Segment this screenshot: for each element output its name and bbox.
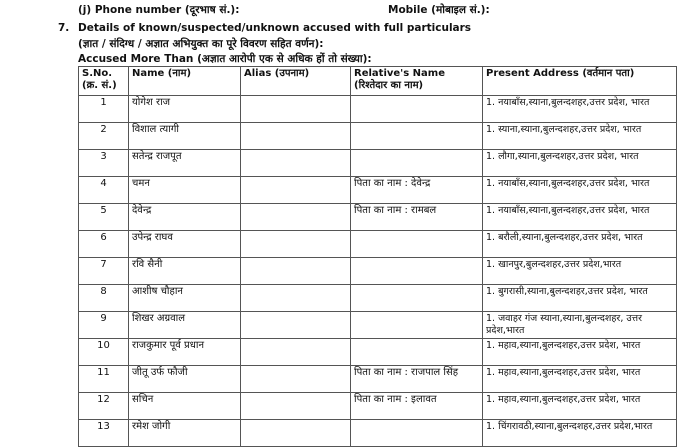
alias-cell — [241, 123, 351, 150]
relative-name-cell: पिता का नाम : इलावत — [351, 393, 483, 420]
table-row — [79, 393, 677, 420]
name-cell: उपेन्द्र राघव — [129, 231, 241, 258]
sno-cell: 4 — [79, 177, 129, 204]
table-row — [79, 150, 677, 177]
name-cell: विशाल त्यागी — [129, 123, 241, 150]
address-cell: 1. बुगरासी,स्याना,बुलन्दशहर,उत्तर प्रदेश, भारत — [483, 285, 677, 312]
sno-cell: 3 — [79, 150, 129, 177]
name-cell: शिखर अग्रवाल — [129, 312, 241, 339]
section-title: Details of known/suspected/unknown accused with full particulars — [78, 22, 472, 34]
alias-cell — [241, 177, 351, 204]
sno-cell: 11 — [79, 366, 129, 393]
relative-name-cell — [351, 150, 483, 177]
sno-cell: 7 — [79, 258, 129, 285]
section-number: 7. — [58, 22, 70, 34]
column-header-sno: S.No.(क्र. सं.) — [79, 67, 129, 96]
table-row — [79, 258, 677, 285]
address-cell: 1. नयाबाँस,स्याना,बुलन्दशहर,उत्तर प्रदेश, भारत — [483, 204, 677, 231]
address-cell: 1. नयाबाँस,स्याना,बुलन्दशहर,उत्तर प्रदेश, भारत — [483, 177, 677, 204]
table-row — [79, 96, 677, 123]
sno-cell: 10 — [79, 339, 129, 366]
address-cell: 1. स्याना,स्याना,बुलन्दशहर,उत्तर प्रदेश, भारत — [483, 123, 677, 150]
sno-cell: 9 — [79, 312, 129, 339]
address-cell: 1. लौगा,स्याना,बुलन्दशहर,उत्तर प्रदेश, भारत — [483, 150, 677, 177]
table-row — [79, 204, 677, 231]
column-header-relative: Relative's Name (रिश्तेदार का नाम) — [351, 67, 483, 96]
relative-name-cell: पिता का नाम : राजपाल सिंह — [351, 366, 483, 393]
sno-cell: 12 — [79, 393, 129, 420]
sno-cell: 2 — [79, 123, 129, 150]
accused-more-than-label: Accused More Than (अज्ञात आरोपी एक से अधिक हों तो संख्या): — [78, 53, 372, 65]
name-cell: चमन — [129, 177, 241, 204]
alias-cell — [241, 204, 351, 231]
alias-cell — [241, 231, 351, 258]
name-cell: देवेन्द्र — [129, 204, 241, 231]
table-row — [79, 123, 677, 150]
table-header-row — [79, 67, 677, 96]
table-row — [79, 177, 677, 204]
column-header-name: Name (नाम) — [129, 67, 241, 96]
name-cell: सचिन — [129, 393, 241, 420]
address-cell: 1. बरौली,स्याना,बुलन्दशहर,उत्तर प्रदेश, भारत — [483, 231, 677, 258]
relative-name-cell — [351, 420, 483, 447]
relative-name-cell — [351, 312, 483, 339]
relative-name-cell: पिता का नाम : रामबल — [351, 204, 483, 231]
table-row — [79, 231, 677, 258]
table-row — [79, 285, 677, 312]
name-cell: रमेश जोगी — [129, 420, 241, 447]
alias-cell — [241, 312, 351, 339]
alias-cell — [241, 339, 351, 366]
name-cell: राजकुमार पूर्व प्रधान — [129, 339, 241, 366]
address-cell: 1. खानपुर,बुलन्दशहर,उत्तर प्रदेश,भारत — [483, 258, 677, 285]
alias-cell — [241, 285, 351, 312]
relative-name-cell — [351, 123, 483, 150]
accused-table-body — [79, 96, 677, 447]
table-row — [79, 312, 677, 339]
sno-cell: 13 — [79, 420, 129, 447]
alias-cell — [241, 366, 351, 393]
table-row — [79, 366, 677, 393]
name-cell: आशीष चौहान — [129, 285, 241, 312]
relative-name-cell — [351, 96, 483, 123]
sno-cell: 1 — [79, 96, 129, 123]
relative-name-cell — [351, 258, 483, 285]
relative-name-cell: पिता का नाम : देवेन्द्र — [351, 177, 483, 204]
alias-cell — [241, 150, 351, 177]
name-cell: सतेन्द्र राजपूत — [129, 150, 241, 177]
accused-table — [78, 66, 677, 447]
address-cell: 1. महाव,स्याना,बुलन्दशहर,उत्तर प्रदेश, भारत — [483, 393, 677, 420]
name-cell: रवि सैनी — [129, 258, 241, 285]
name-cell: योगेश राज — [129, 96, 241, 123]
relative-name-cell — [351, 285, 483, 312]
alias-cell — [241, 420, 351, 447]
table-row — [79, 339, 677, 366]
address-cell: 1. महाव,स्याना,बुलन्दशहर,उत्तर प्रदेश, भारत — [483, 339, 677, 366]
mobile-number-label: Mobile (मोबाइल सं.): — [388, 4, 490, 16]
column-header-alias: Alias (उपनाम) — [241, 67, 351, 96]
sno-cell: 5 — [79, 204, 129, 231]
phone-number-label: (j) Phone number (दूरभाष सं.): — [78, 4, 240, 16]
relative-name-cell — [351, 339, 483, 366]
sno-cell: 8 — [79, 285, 129, 312]
address-cell: 1. चिंगरावठी,स्याना,बुलन्दशहर,उत्तर प्रदेश,भारत — [483, 420, 677, 447]
section-subtitle: (ज्ञात / संदिग्ध / अज्ञात अभियुक्त का पूरे विवरण सहित वर्णन): — [78, 38, 324, 50]
alias-cell — [241, 393, 351, 420]
sno-cell: 6 — [79, 231, 129, 258]
column-header-address: Present Address (वर्तमान पता) — [483, 67, 677, 96]
table-row — [79, 420, 677, 447]
address-cell: 1. नयाबाँस,स्याना,बुलन्दशहर,उत्तर प्रदेश, भारत — [483, 96, 677, 123]
name-cell: जीतू उर्फ फौजी — [129, 366, 241, 393]
alias-cell — [241, 96, 351, 123]
address-cell: 1. जवाहर गंज स्याना,स्याना,बुलन्दशहर, उत्तर प्रदेश,भारत — [483, 312, 677, 339]
alias-cell — [241, 258, 351, 285]
address-cell: 1. महाव,स्याना,बुलन्दशहर,उत्तर प्रदेश, भारत — [483, 366, 677, 393]
relative-name-cell — [351, 231, 483, 258]
